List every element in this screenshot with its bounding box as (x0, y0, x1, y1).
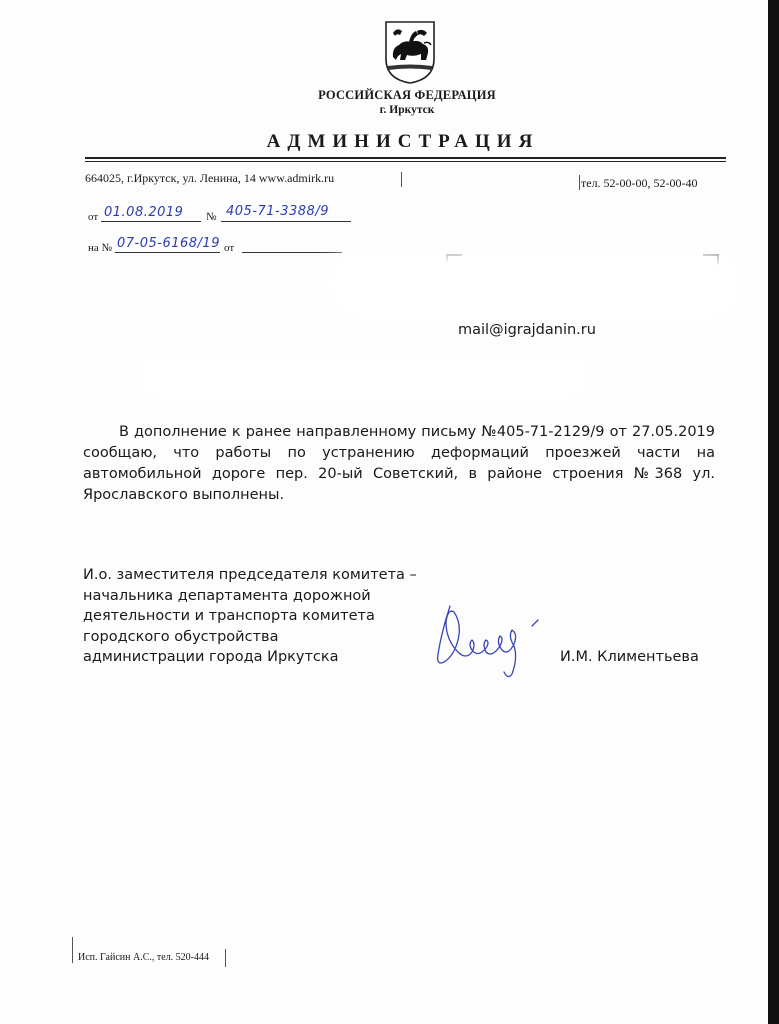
organization-address: 664025, г.Иркутск, ул. Ленина, 14 www.admirk.ru (85, 171, 335, 185)
footer-marker-end (225, 949, 226, 967)
reference-number: 07-05-6168/19 (117, 236, 220, 251)
organization-phone: тел. 52-00-00, 52-00-40 (581, 176, 698, 190)
executor-info: Исп. Гайсин А.С., тел. 520-444 (78, 952, 209, 963)
redacted-recipient (340, 262, 730, 308)
signer-position-line: городского обустройства (83, 628, 279, 645)
reference-date-label: от (224, 242, 235, 254)
signer-position-line: начальника департамента дорожной (83, 587, 371, 604)
signer-position-line: деятельности и транспорта комитета (83, 608, 375, 624)
address-marker (401, 172, 402, 187)
phone-marker (579, 175, 580, 190)
letter-number: 405-71-3388/9 (226, 204, 329, 219)
number-label: № (206, 211, 217, 223)
footer-marker (72, 937, 73, 963)
handwritten-signature (428, 600, 546, 682)
redacted-line (150, 366, 580, 388)
signer-position (83, 565, 443, 668)
signer-name: И.М. Климентьева (560, 649, 699, 665)
signer-position-line: администрации города Иркутска (83, 649, 339, 665)
body-paragraph: В дополнение к ранее направленному письму №405-71-2129/9 от 27.05.2019 сообщаю, что работы по устранению деформаций проезжей части на автомобильной дороге пер. 20-ый Советский, в районе строения №368 ул. Ярославского выполнены. (83, 424, 715, 503)
recipient-email: mail@igrajdanin.ru (458, 322, 596, 338)
reference-date-underline (242, 252, 342, 253)
number-underline (221, 221, 351, 222)
reference-underline (115, 252, 220, 253)
coat-of-arms-icon (383, 19, 437, 85)
country-name: РОССИЙСКАЯ ФЕДЕРАЦИЯ (318, 88, 496, 102)
header-divider (85, 157, 726, 159)
reference-label: на № (88, 242, 113, 254)
city-name: г. Иркутск (379, 104, 435, 116)
date-label: от (88, 211, 99, 223)
header-divider-thin (85, 161, 726, 162)
signer-position-line: И.о. заместителя председателя комитета – (83, 567, 417, 583)
letter-body (83, 422, 715, 506)
letter-date: 01.08.2019 (104, 205, 184, 220)
date-underline (101, 221, 201, 222)
organization-title: АДМИНИСТРАЦИЯ (266, 131, 540, 152)
